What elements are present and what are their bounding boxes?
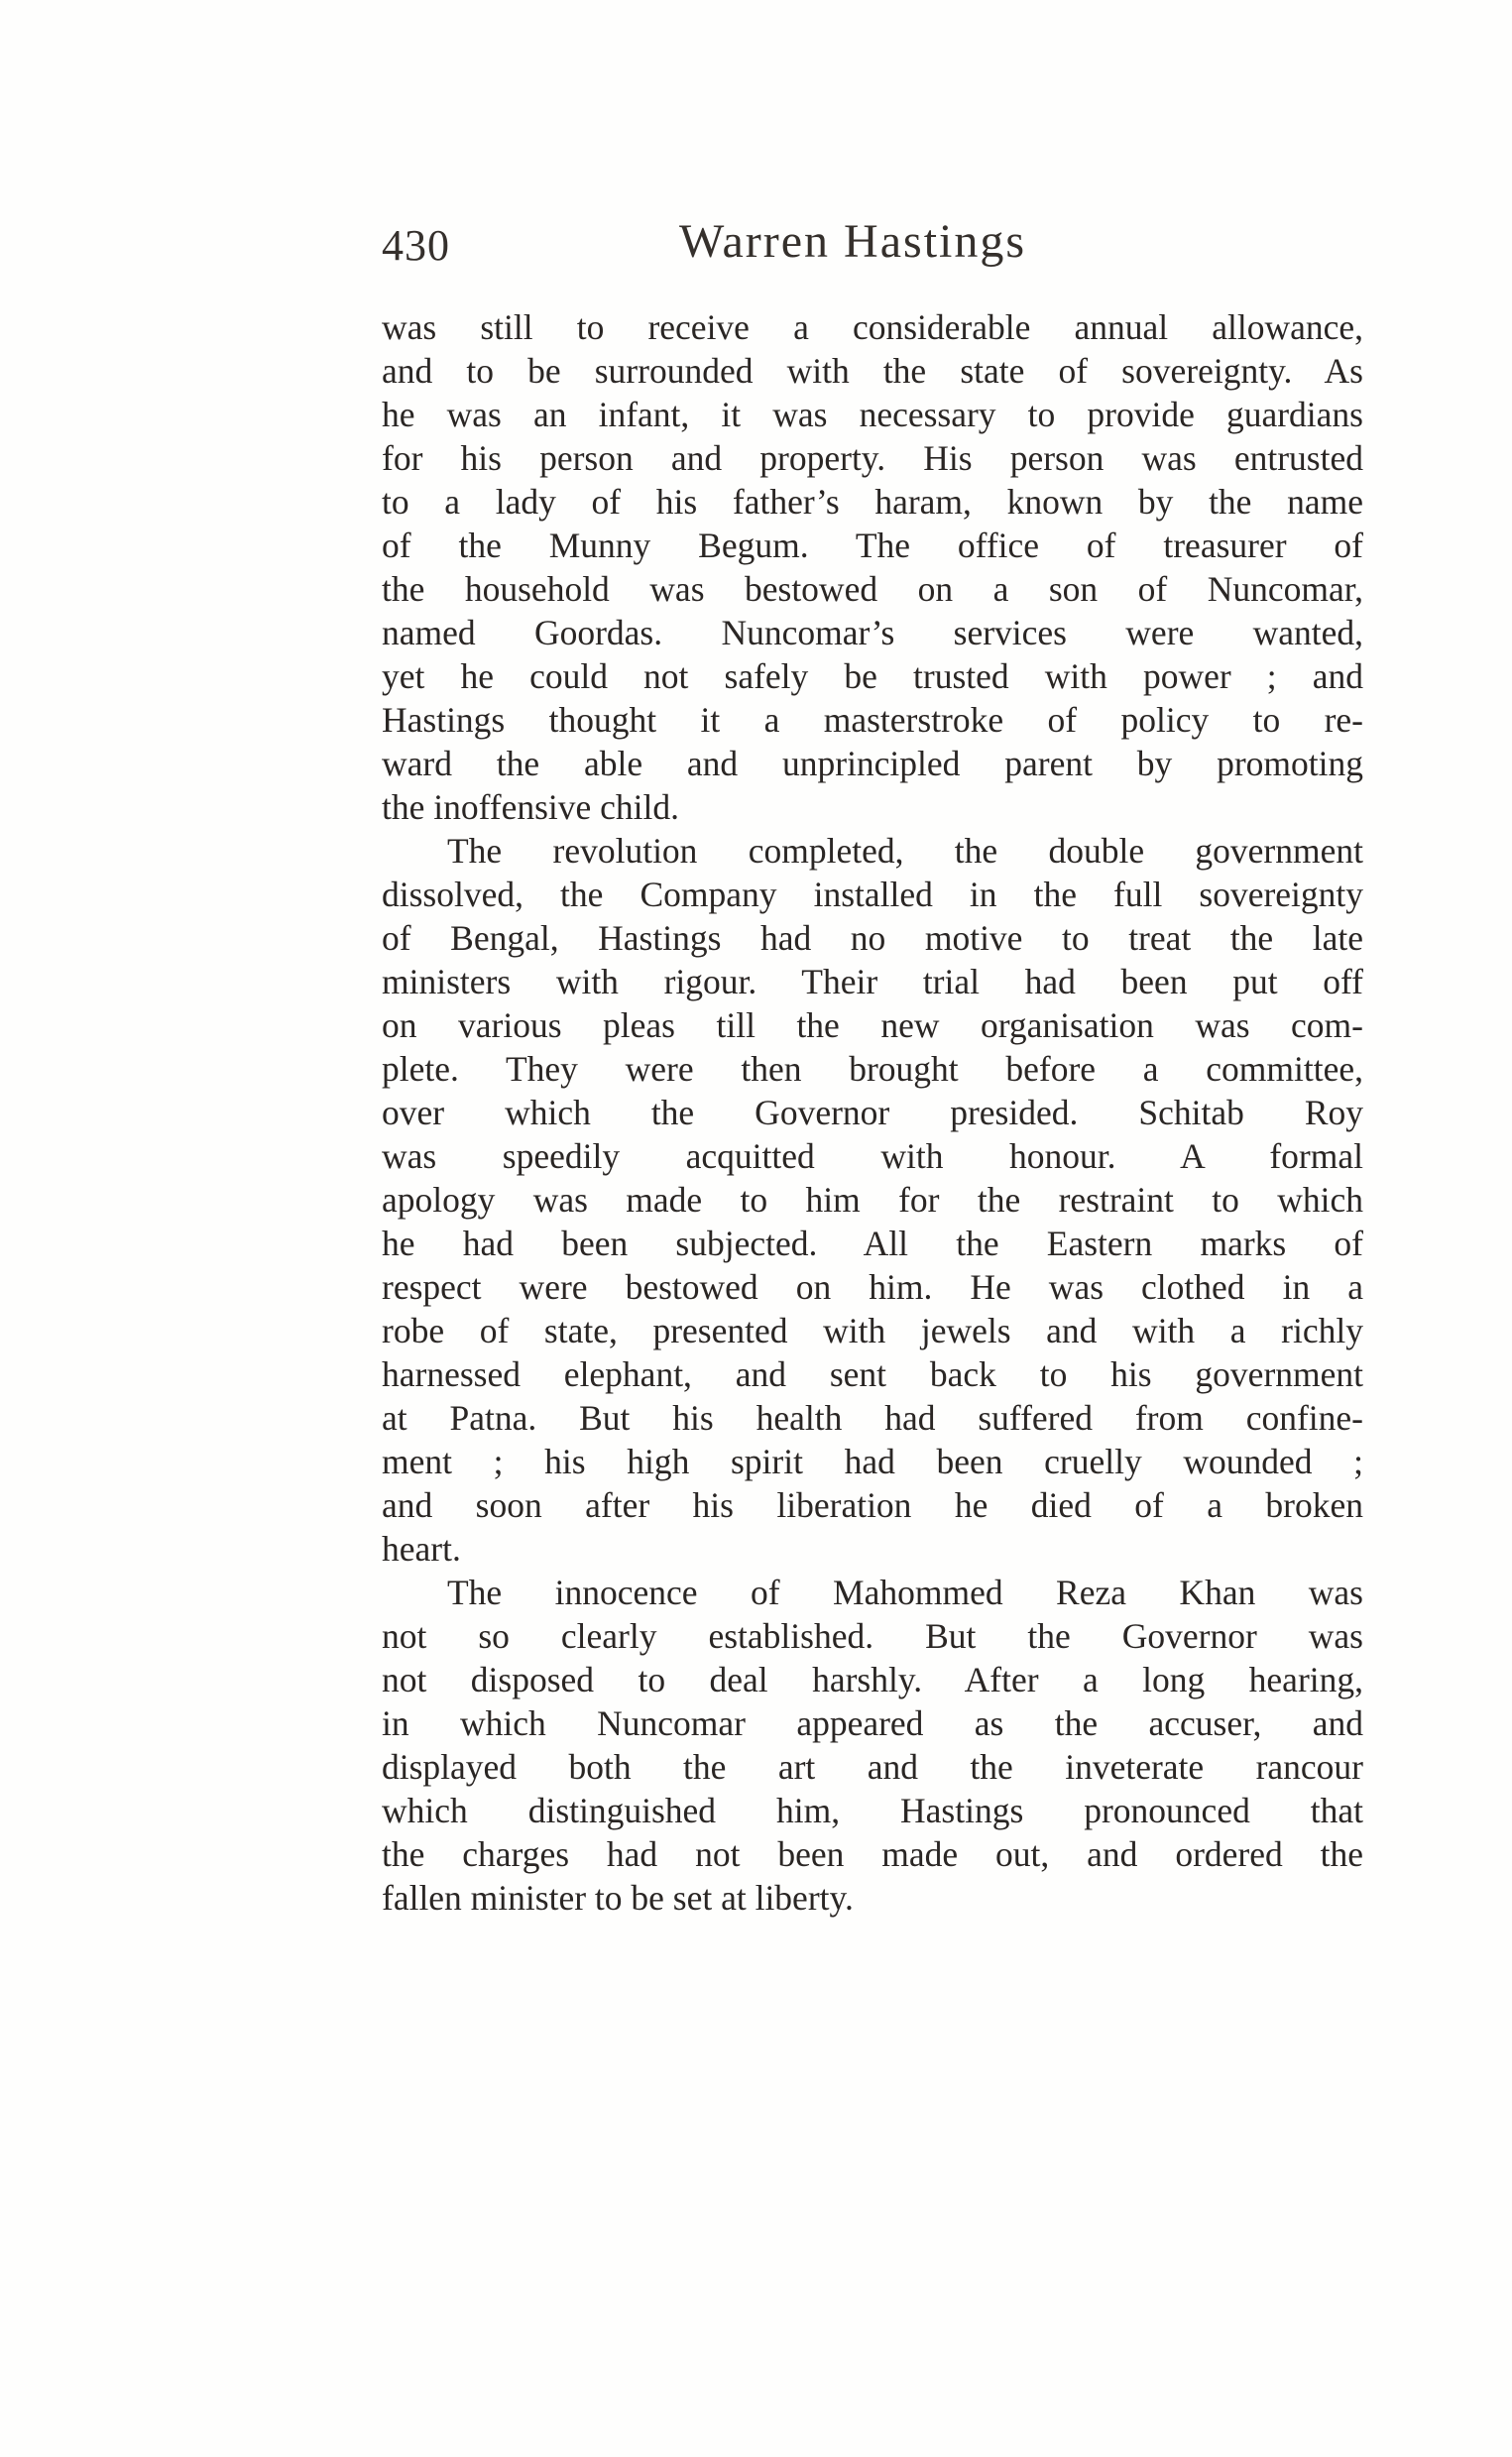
text-line: he had been subjected. All the Eastern marks of [382, 1224, 1363, 1263]
paragraph [382, 829, 1363, 1571]
page-number: 430 [382, 221, 450, 270]
text-line: displayed both the art and the inveterate rancour [382, 1747, 1363, 1787]
text-line: the inoffensive child. [382, 787, 680, 827]
text-line: and to be surrounded with the state of sovereignty. As [382, 351, 1363, 391]
text-line: at Patna. But his health had suffered from confine- [382, 1398, 1363, 1438]
text-line: over which the Governor presided. Schitab Roy [382, 1093, 1363, 1132]
text-line: The revolution completed, the double government [447, 831, 1363, 871]
text-line: ward the able and unprincipled parent by promoting [382, 744, 1363, 783]
text-line: of Bengal, Hastings had no motive to treat the late [382, 918, 1363, 958]
text-line: plete. They were then brought before a committee, [382, 1049, 1363, 1089]
text-line: was still to receive a considerable annual allowance, [382, 307, 1363, 347]
running-header [382, 215, 1363, 284]
text-line: of the Munny Begum. The office of treasurer of [382, 526, 1363, 565]
text-line: The innocence of Mahommed Reza Khan was [447, 1573, 1363, 1612]
text-line: to a lady of his father’s haram, known by the name [382, 482, 1363, 522]
text-line: dissolved, the Company installed in the full sovereignty [382, 875, 1363, 914]
text-line: not so clearly established. But the Governor was [382, 1616, 1363, 1656]
text-line: fallen minister to be set at liberty. [382, 1878, 854, 1918]
text-line: apology was made to him for the restraint to which [382, 1180, 1363, 1220]
paragraph [382, 305, 1363, 829]
running-title: Warren Hastings [679, 215, 1027, 268]
text-line: on various pleas till the new organisation was com- [382, 1005, 1363, 1045]
text-line: in which Nuncomar appeared as the accuser, and [382, 1703, 1363, 1743]
text-line: Hastings thought it a masterstroke of policy to re- [382, 700, 1363, 740]
text-line: and soon after his liberation he died of a broken [382, 1485, 1363, 1525]
text-line: for his person and property. His person was entrusted [382, 438, 1363, 478]
text-line: yet he could not safely be trusted with power ; and [382, 656, 1363, 696]
text-line: named Goordas. Nuncomar’s services were wanted, [382, 613, 1363, 652]
text-line: the charges had not been made out, and ordered the [382, 1834, 1363, 1874]
text-line: not disposed to deal harshly. After a long hearing, [382, 1660, 1363, 1699]
text-line: which distinguished him, Hastings pronounced that [382, 1791, 1363, 1830]
text-line: harnessed elephant, and sent back to his government [382, 1354, 1363, 1394]
body-text [382, 305, 1363, 1920]
text-line: ministers with rigour. Their trial had been put off [382, 962, 1363, 1001]
text-line: heart. [382, 1529, 461, 1569]
paragraph [382, 1571, 1363, 1920]
text-line: respect were bestowed on him. He was clothed in a [382, 1267, 1363, 1307]
text-line: was speedily acquitted with honour. A formal [382, 1136, 1363, 1176]
text-line: he was an infant, it was necessary to provide guardians [382, 395, 1363, 434]
text-line: robe of state, presented with jewels and with a richly [382, 1311, 1363, 1350]
text-line: the household was bestowed on a son of Nuncomar, [382, 569, 1363, 609]
text-line: ment ; his high spirit had been cruelly wounded ; [382, 1442, 1363, 1481]
